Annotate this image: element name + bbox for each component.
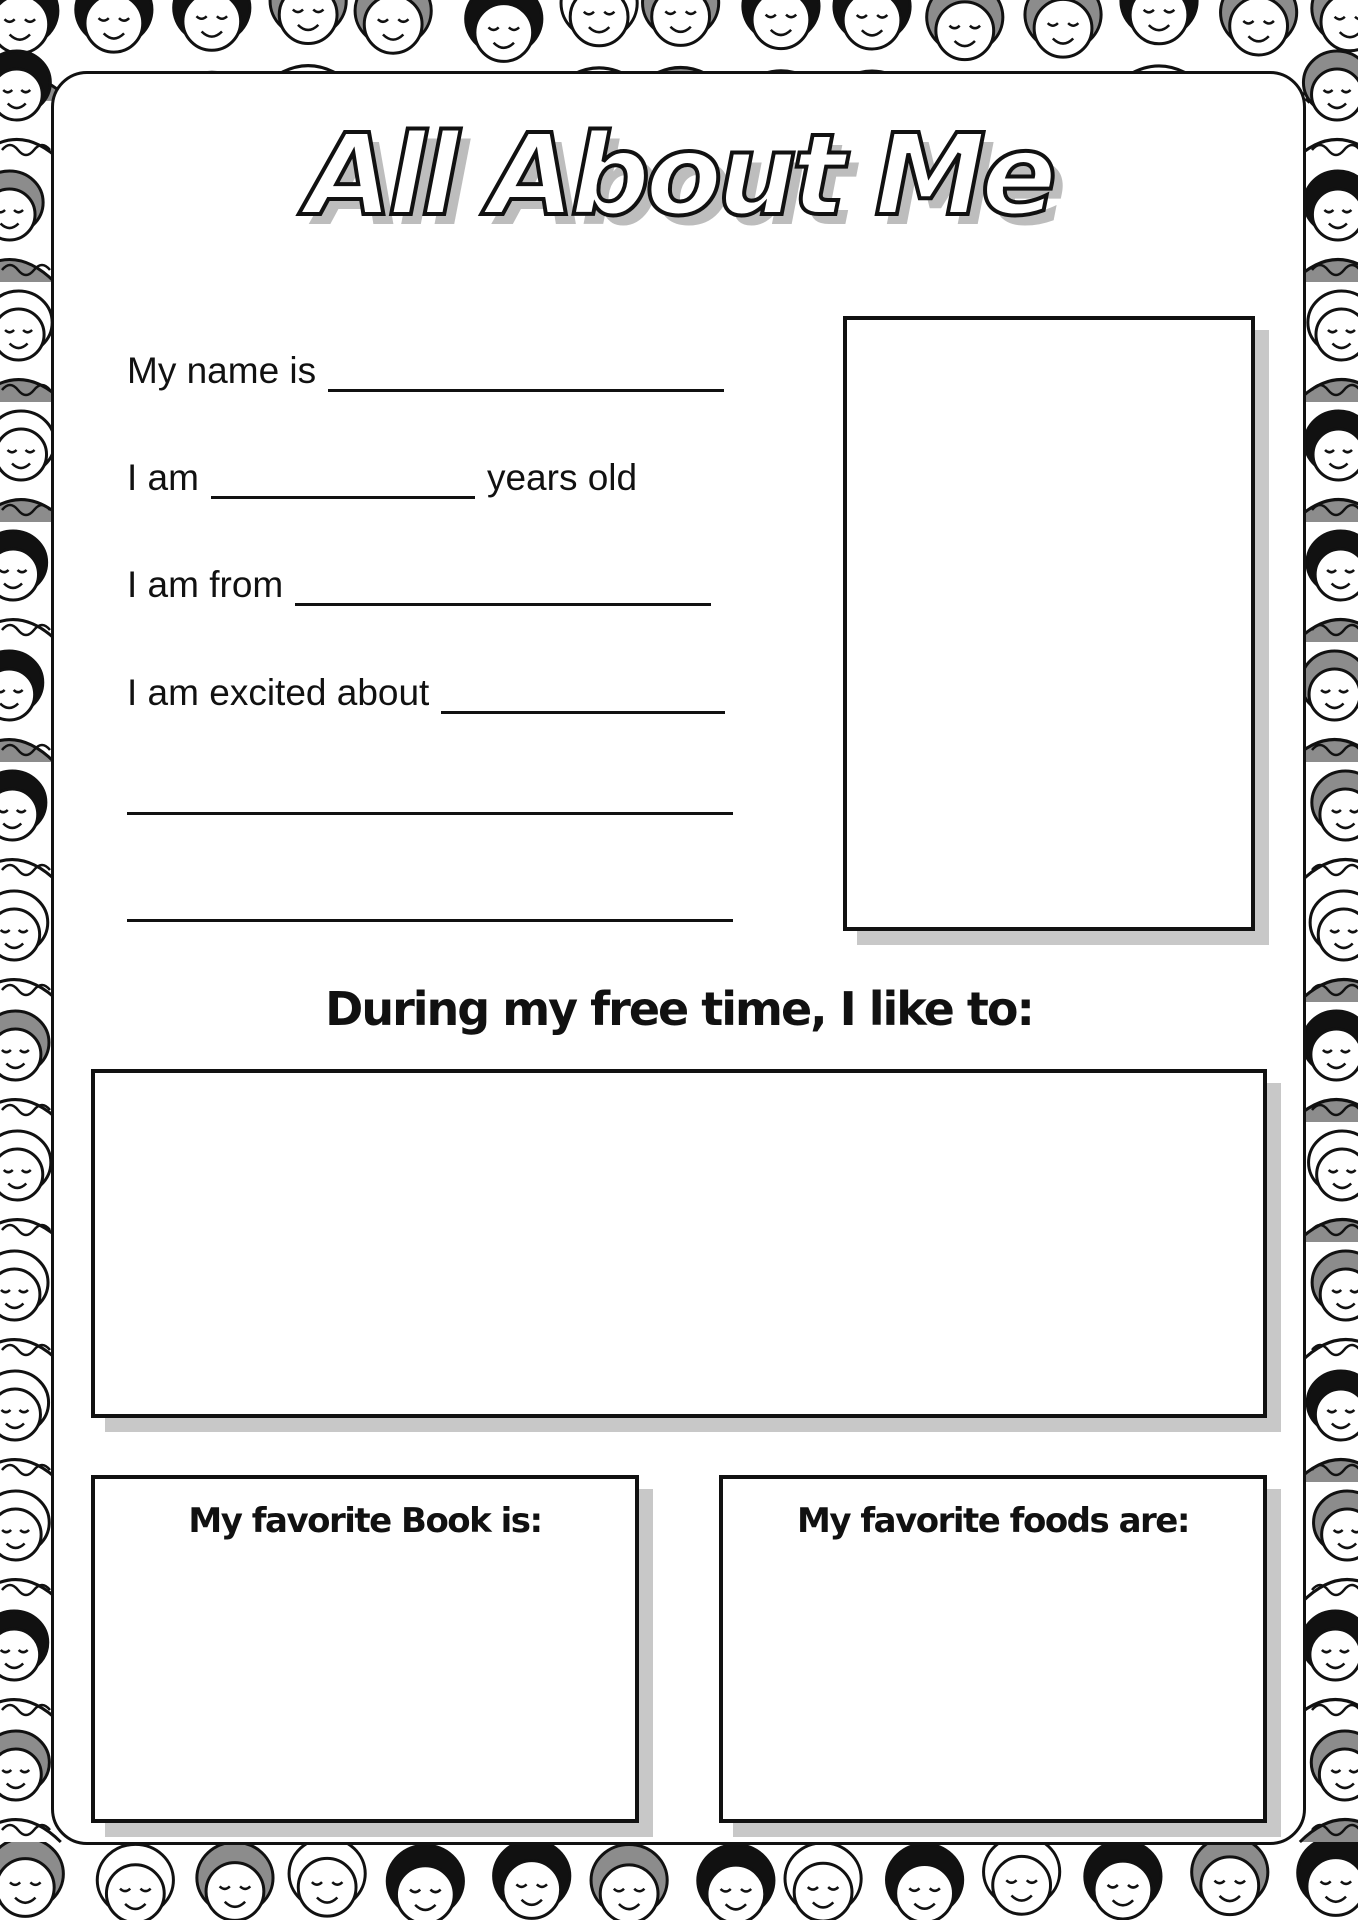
age-field-row [127, 449, 637, 499]
free-time-box[interactable] [91, 1069, 1267, 1418]
doodle-face-icon [1072, 1841, 1174, 1920]
excited-field-row [127, 664, 737, 714]
doodle-face-icon [971, 1836, 1073, 1920]
name-blank-line[interactable] [328, 351, 724, 392]
doodle-face-icon [184, 1842, 286, 1920]
excited-extra-line-1[interactable] [127, 812, 733, 815]
excited-label: I am excited about [127, 672, 430, 713]
name-field-row [127, 342, 736, 392]
age-blank-line[interactable] [211, 458, 475, 499]
doodle-face-icon [481, 1840, 583, 1920]
doodle-face-icon [685, 1845, 787, 1920]
age-suffix-label: years old [486, 457, 638, 498]
page-title: All About Me [306, 111, 1052, 241]
favorite-book-heading: My favorite Book is: [188, 1501, 542, 1541]
doodle-face-icon [84, 1844, 186, 1920]
doodle-face-icon [374, 1845, 476, 1920]
doodle-face-icon [1285, 1837, 1358, 1920]
doodle-face-icon [874, 1844, 976, 1920]
from-field-row [127, 556, 723, 606]
excited-extra-line-2[interactable] [127, 919, 733, 922]
favorite-foods-heading: My favorite foods are: [797, 1501, 1189, 1541]
doodle-face-icon [276, 1838, 378, 1920]
favorite-book-box[interactable] [91, 1475, 639, 1823]
doodle-face-icon [578, 1845, 680, 1920]
from-label: I am from [127, 564, 284, 605]
doodle-face-icon [0, 1838, 76, 1920]
age-label: I am [127, 457, 199, 498]
doodle-face-icon [1179, 1836, 1281, 1920]
doodle-face-icon [772, 1843, 874, 1920]
name-label: My name is [127, 350, 317, 391]
excited-blank-line[interactable] [441, 673, 725, 714]
favorite-foods-box[interactable] [719, 1475, 1267, 1823]
free-time-heading: During my free time, I like to: [325, 982, 1033, 1036]
from-blank-line[interactable] [295, 565, 711, 606]
photo-box[interactable] [843, 316, 1255, 931]
